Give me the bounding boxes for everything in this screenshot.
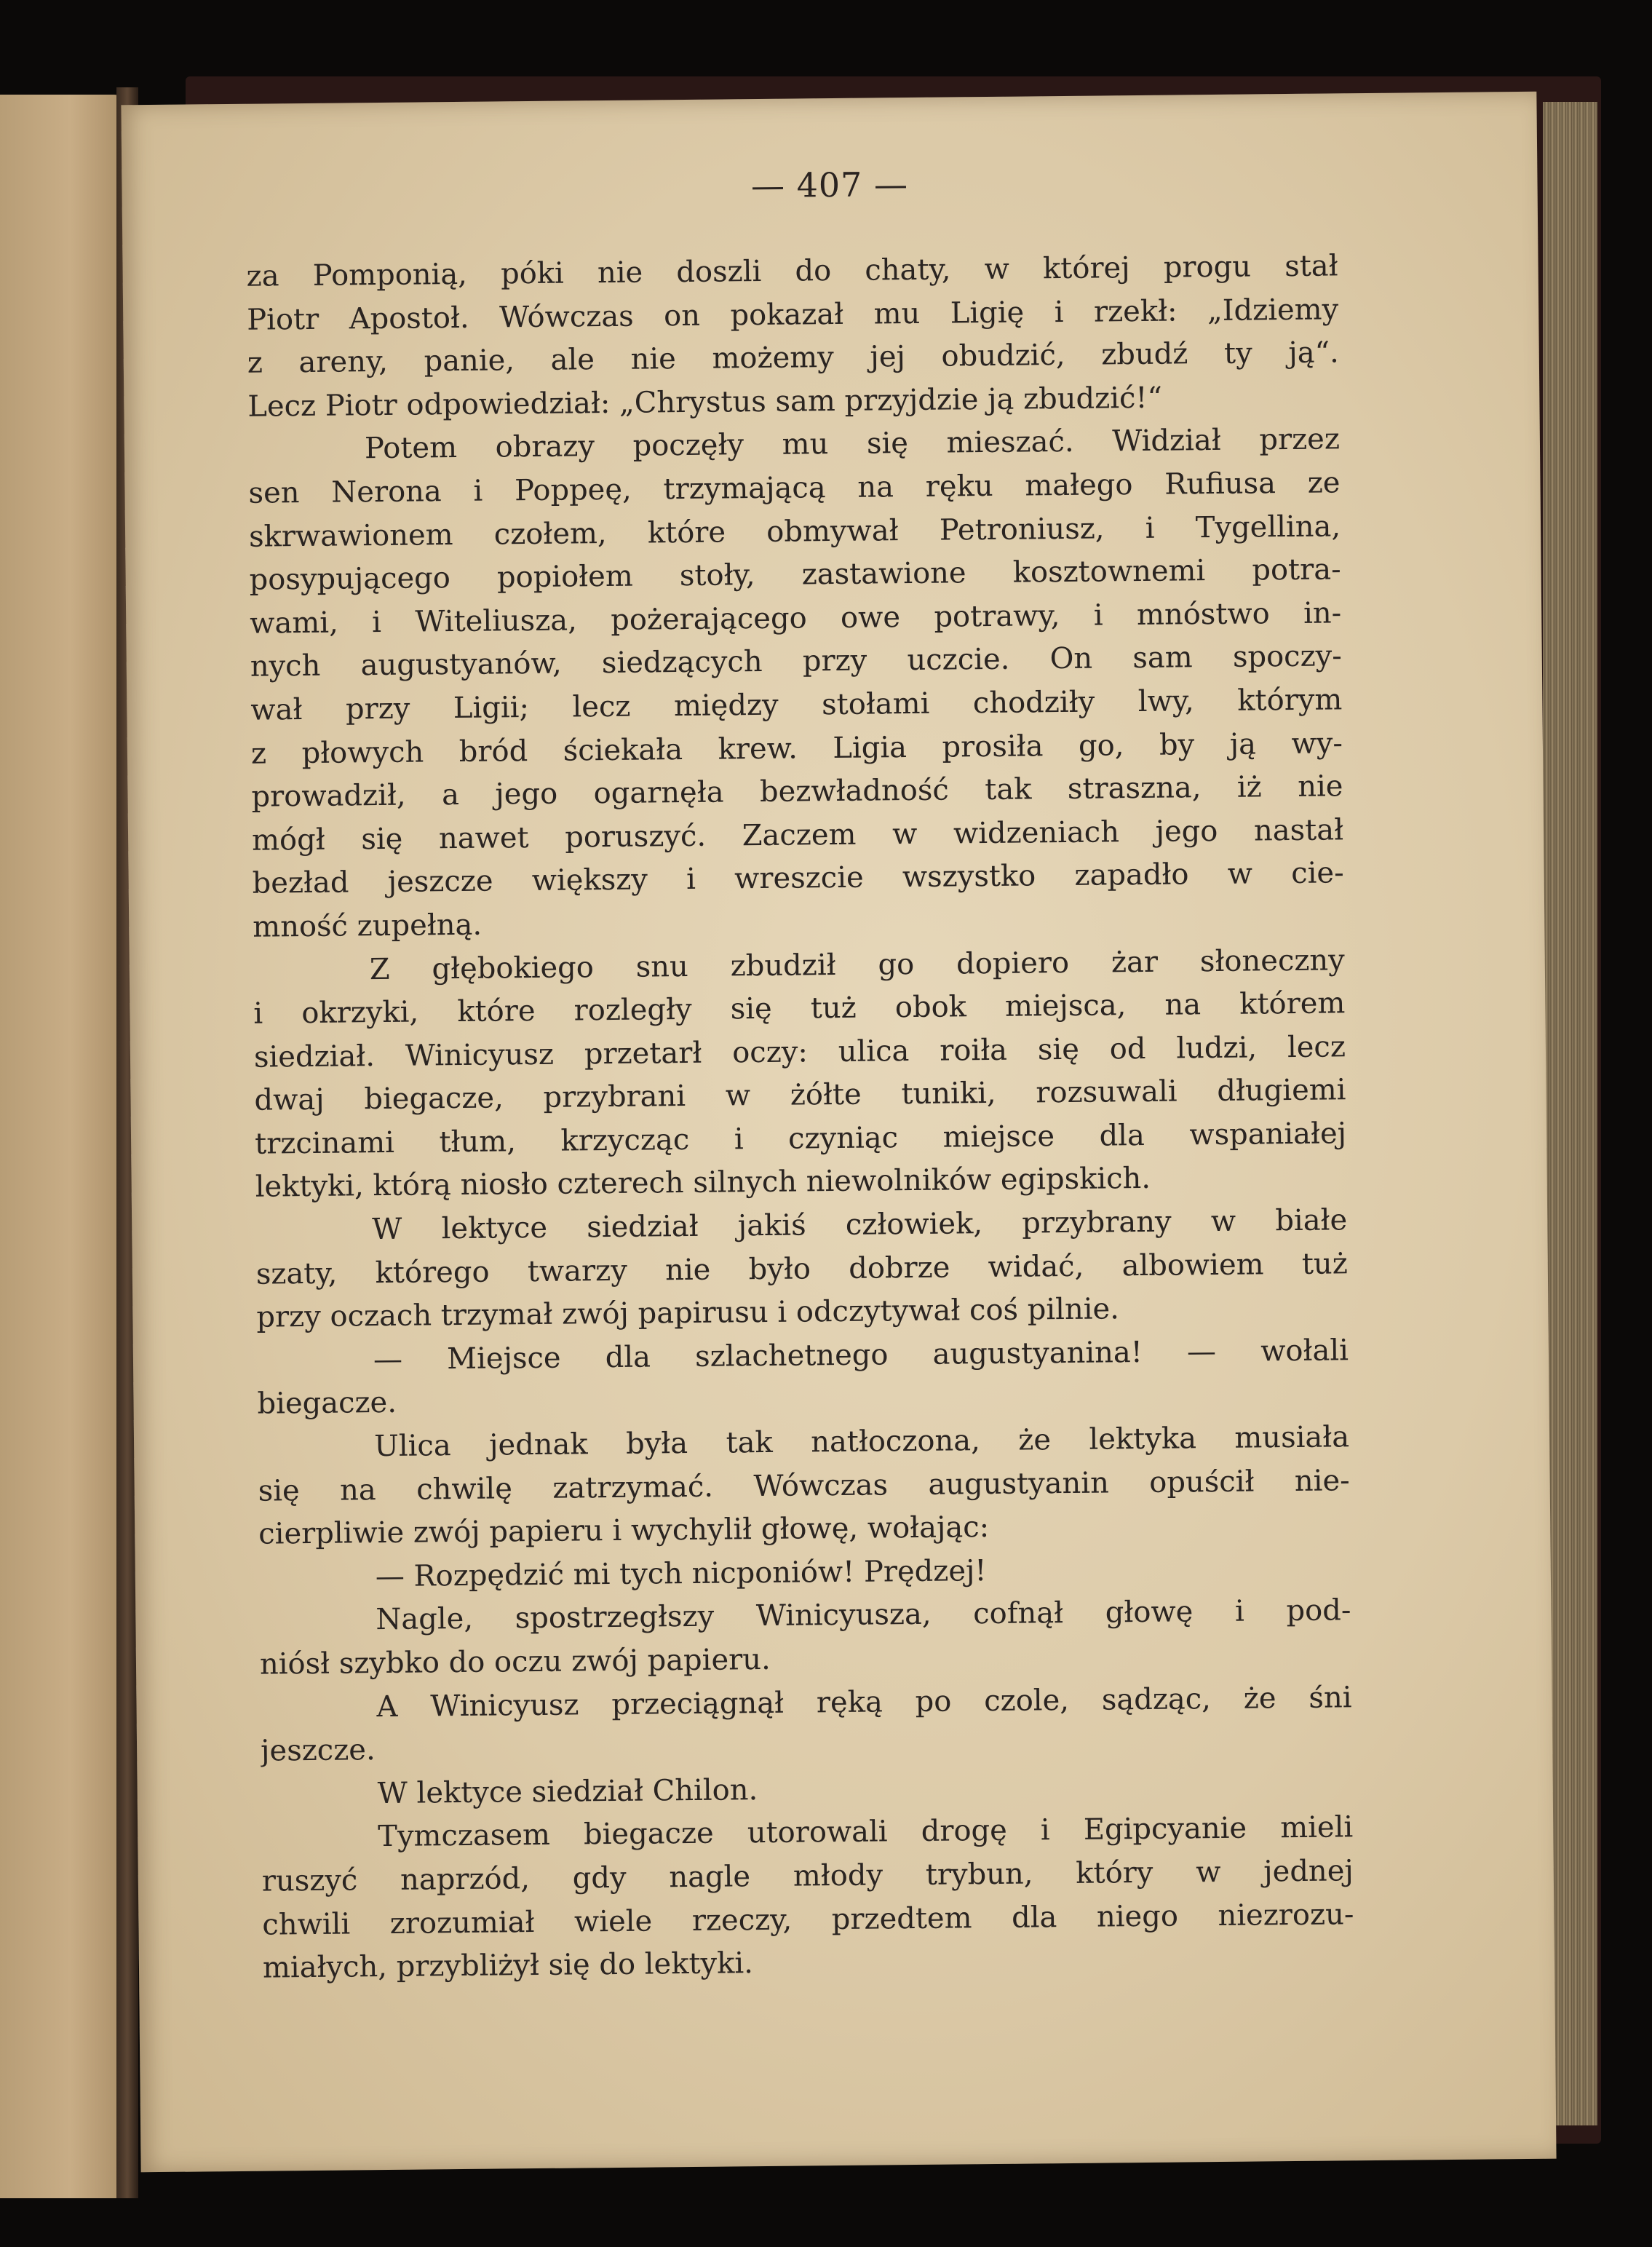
text-line: Tymczasem biegacze utorowali drogę i Egipcyanie mieli	[378, 1810, 1354, 1854]
text-line: wał przy Ligii; lecz między stołami chodziły lwy, którym	[250, 683, 1343, 727]
text-line: siedział. Winicyusz przetarł oczy: ulica roiła się od ludzi, lecz	[253, 1029, 1346, 1074]
left-page-edge	[0, 95, 127, 2198]
text-line: i okrzyki, które rozległy się tuż obok miejsca, na którem	[253, 986, 1346, 1031]
text-line: W lektyce siedział Chilon.	[377, 1772, 758, 1810]
body-text	[246, 245, 1354, 1990]
text-line: za Pomponią, póki nie doszli do chaty, w której progu stał	[246, 249, 1338, 293]
text-line: Piotr Apostoł. Wówczas on pokazał mu Ligię i rzekł: „Idziemy	[247, 292, 1339, 337]
text-line: cierpliwie zwój papieru i wychylił głowę, wołając:	[258, 1510, 990, 1551]
text-line: ruszyć naprzód, gdy nagle młody trybun, który w jednej	[261, 1854, 1354, 1898]
page-number: — 407 —	[750, 165, 909, 206]
book-page	[121, 92, 1556, 2173]
text-line: — Miejsce dla szlachetnego augustyanina! — wołali	[373, 1333, 1349, 1376]
text-line: A Winicyusz przeciągnął ręką po czole, sądząc, że śni	[376, 1680, 1352, 1724]
text-line: Lecz Piotr odpowiedział: „Chrystus sam przyjdzie ją zbudzić!“	[247, 381, 1163, 424]
text-line: z płowych bród ściekała krew. Ligia prosiła go, by ją wy-	[250, 726, 1343, 771]
text-line: mógł się nawet poruszyć. Zaczem w widzeniach jego nastał	[251, 813, 1344, 857]
text-line: W lektyce siedział jakiś człowiek, przybrany w białe	[372, 1203, 1348, 1247]
text-line: mność zupełną.	[253, 908, 483, 944]
text-line: Ulica jednak była tak natłoczona, że lektyka musiała	[373, 1420, 1350, 1464]
text-line: miałych, przybliżył się do lektyki.	[262, 1946, 754, 1985]
text-line: przy oczach trzymał zwój papirusu i odczytywał coś pilnie.	[256, 1292, 1120, 1334]
text-line: jeszcze.	[260, 1733, 376, 1768]
text-line: sen Nerona i Poppeę, trzymającą na ręku małego Rufiusa ze	[248, 466, 1341, 510]
text-line: Nagle, spostrzegłszy Winicyusza, cofnął głowę i pod-	[376, 1593, 1351, 1637]
text-line: niósł szybko do oczu zwój papieru.	[259, 1642, 771, 1681]
text-line: nych augustyanów, siedzących przy uczcie. On sam spoczy-	[250, 639, 1342, 684]
text-line: skrwawionem czołem, które obmywał Petroniusz, i Tygellina,	[248, 509, 1341, 554]
text-line: szaty, którego twarzy nie było dobrze widać, albowiem tuż	[255, 1246, 1348, 1291]
text-line: prowadził, a jego ogarnęła bezwładność tak straszna, iż nie	[251, 769, 1343, 814]
text-line: Potem obrazy poczęły mu się mieszać. Widział przez	[364, 422, 1341, 466]
text-line: lektyki, którą niosło czterech silnych niewolników egipskich.	[255, 1162, 1151, 1205]
text-line: dwaj biegacze, przybrani w żółte tuniki, rozsuwali długiemi	[254, 1073, 1346, 1117]
text-line: chwili zrozumiał wiele rzeczy, przedtem dla niego niezrozu-	[262, 1897, 1354, 1942]
text-line: z areny, panie, ale nie możemy jej obudzić, zbudź ty ją“.	[247, 336, 1339, 380]
text-line: biegacze.	[257, 1386, 397, 1422]
text-line: się na chwilę zatrzymać. Wówczas augustyanin opuścił nie-	[258, 1463, 1350, 1508]
text-line: trzcinami tłum, krzycząc i czyniąc miejsce dla wspaniałej	[254, 1117, 1347, 1161]
text-line: wami, i Witeliusza, pożerającego owe potrawy, i mnóstwo in-	[250, 596, 1342, 641]
text-line: — Rozpędzić mi tych nicponiów! Prędzej!	[375, 1553, 987, 1593]
text-line: posypującego popiołem stoły, zastawione kosztownemi potra-	[249, 552, 1341, 597]
text-line: bezład jeszcze większy i wreszcie wszystko zapadło w cie-	[252, 856, 1344, 901]
text-line: Z głębokiego snu zbudził go dopiero żar słoneczny	[369, 943, 1345, 986]
